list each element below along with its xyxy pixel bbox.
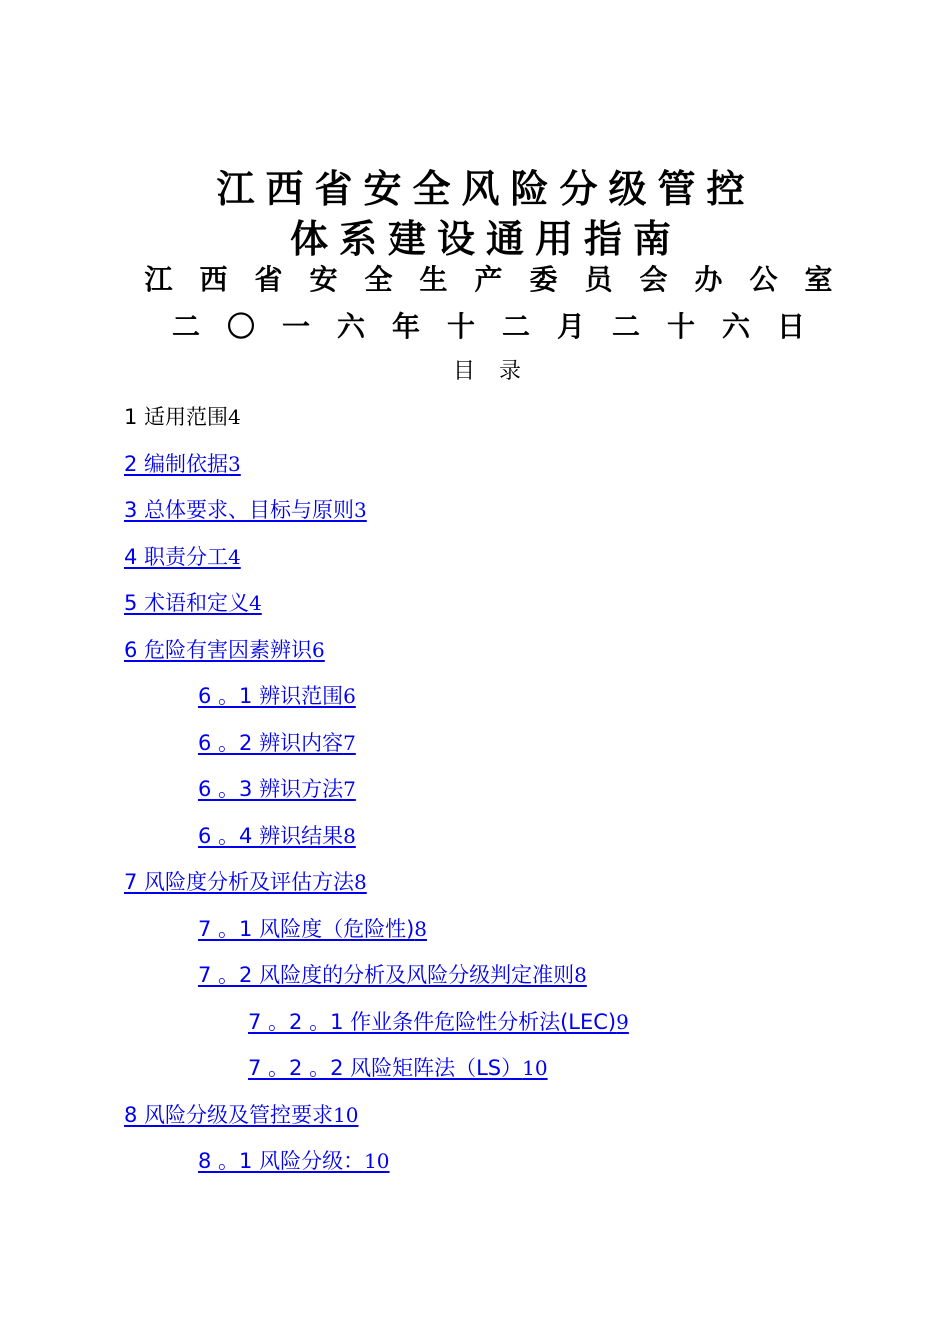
toc-item-page: 4 xyxy=(228,405,241,429)
toc-item-text: 7 风险度分析及评估方法 xyxy=(124,870,355,894)
toc-item-text: 3 总体要求、目标与原则 xyxy=(124,498,355,522)
toc-link[interactable] xyxy=(124,495,367,525)
toc-item-page: 6 xyxy=(312,638,325,662)
toc-heading: 目录 xyxy=(452,359,545,384)
toc-item-page: 3 xyxy=(228,452,241,476)
toc-link[interactable] xyxy=(124,449,241,479)
toc-link[interactable] xyxy=(124,542,241,572)
toc-item-page: 4 xyxy=(228,545,241,569)
toc-link[interactable] xyxy=(124,867,367,897)
toc-item-page: 8 xyxy=(574,963,587,987)
toc-link[interactable] xyxy=(198,914,427,944)
toc-item-page: 7 xyxy=(343,731,356,755)
toc-item-text: 7 。2 风险度的分析及风险分级判定准则 xyxy=(198,963,575,987)
toc-link[interactable] xyxy=(124,635,325,665)
issuer: 江西省安全生产委员会办公室 xyxy=(144,263,860,296)
document-title-line-1: 江西省安全风险分级管控 xyxy=(216,167,756,211)
toc-item-text: 7 。2 。1 作业条件危险性分析法(LEC) xyxy=(248,1010,617,1034)
issue-date: 二〇一六年十二月二十六日 xyxy=(171,310,832,343)
toc-item-page: 10 xyxy=(522,1056,548,1080)
toc-item-text: 8 。1 风险分级： xyxy=(198,1149,365,1173)
toc-item-page: 7 xyxy=(343,777,356,801)
toc-link[interactable] xyxy=(248,1053,548,1083)
toc-link[interactable] xyxy=(198,960,587,990)
toc-link[interactable] xyxy=(198,774,356,804)
toc-item-text: 4 职责分工 xyxy=(124,545,229,569)
toc-item-page: 6 xyxy=(343,684,356,708)
toc-item-page: 8 xyxy=(414,917,427,941)
toc-item-page: 3 xyxy=(354,498,367,522)
toc-item-text: 7 。1 风险度（危险性) xyxy=(198,917,415,941)
toc-item-page: 8 xyxy=(354,870,367,894)
toc-link[interactable] xyxy=(248,1007,629,1037)
toc-item-text: 1 适用范围 xyxy=(124,405,229,429)
toc-item-text: 6 。3 辨识方法 xyxy=(198,777,344,801)
document-title-line-2: 体系建设通用指南 xyxy=(289,217,682,261)
toc-item-text: 6 危险有害因素辨识 xyxy=(124,638,313,662)
toc-item-text: 7 。2 。2 风险矩阵法（LS） xyxy=(248,1056,523,1080)
toc-link[interactable] xyxy=(124,588,262,618)
toc-item-text: 8 风险分级及管控要求 xyxy=(124,1103,334,1127)
toc-item-page: 9 xyxy=(616,1010,629,1034)
toc-item xyxy=(124,402,241,432)
toc-link[interactable] xyxy=(198,728,356,758)
toc-item-text: 6 。2 辨识内容 xyxy=(198,731,344,755)
toc-item-page: 10 xyxy=(333,1103,359,1127)
toc-item-text: 2 编制依据 xyxy=(124,452,229,476)
toc-link[interactable] xyxy=(198,1146,390,1176)
toc-item-text: 6 。4 辨识结果 xyxy=(198,824,344,848)
toc-link[interactable] xyxy=(124,1100,359,1130)
toc-item-page: 8 xyxy=(343,824,356,848)
toc-item-page: 10 xyxy=(364,1149,390,1173)
toc-item-text: 6 。1 辨识范围 xyxy=(198,684,344,708)
toc-item-page: 4 xyxy=(249,591,262,615)
toc-item-text: 5 术语和定义 xyxy=(124,591,250,615)
toc-link[interactable] xyxy=(198,681,356,711)
toc-link[interactable] xyxy=(198,821,356,851)
